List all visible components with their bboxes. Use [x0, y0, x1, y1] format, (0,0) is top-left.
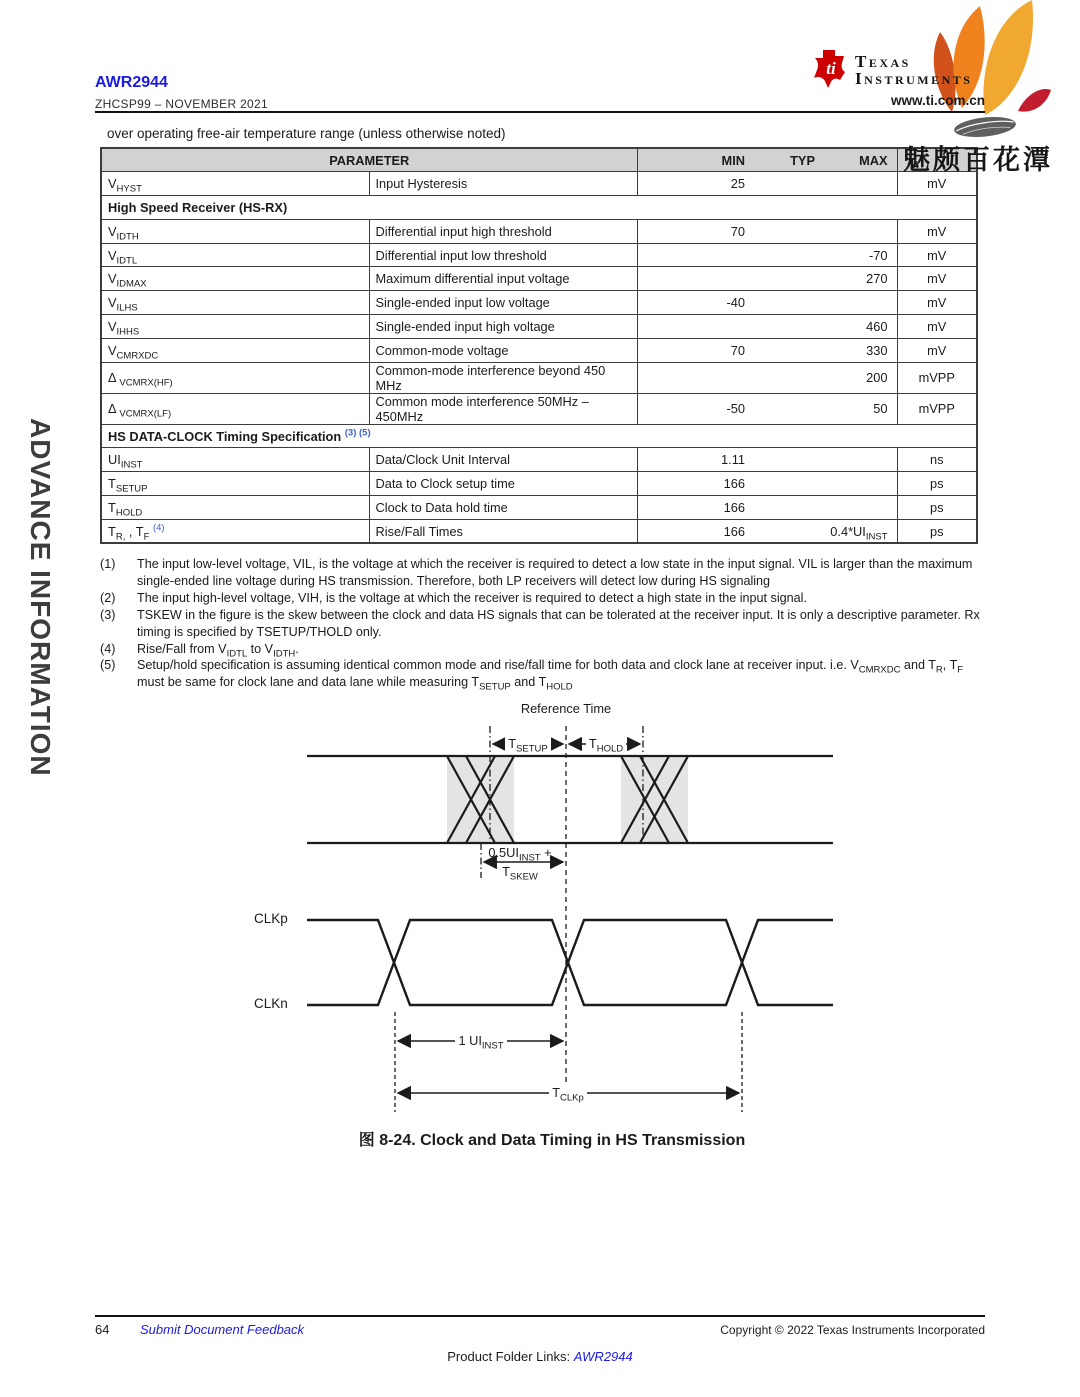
- timing-figure: [0, 700, 1080, 1165]
- reference-time-label: Reference Time: [520, 701, 612, 716]
- cell-symbol: $T_{R,}$ , $T_F$ $^{(4)}$: [101, 519, 369, 543]
- t-clkp-label: $T_{CLKp}$: [508, 1085, 628, 1100]
- footnote-number: (3): [100, 607, 116, 622]
- section-title: High Speed Receiver (HS-RX): [101, 196, 977, 220]
- cell-max: 200: [824, 362, 897, 393]
- cell-symbol: Δ $_{VCMRX(HF)}$: [101, 362, 369, 393]
- table-row: [101, 338, 977, 362]
- cell-parameter: Single-ended input high voltage: [369, 315, 637, 339]
- footnote-text: TSKEW in the figure is the skew between the clock and data HS signals that can be tolerated at the receiver input. It is only a descriptive parameter. Rx timing is specified by TSETUP/THOLD only.: [137, 607, 980, 639]
- footnote-number: (5): [100, 658, 116, 673]
- cell-parameter: Common-mode interference beyond 450 MHz: [369, 362, 637, 393]
- cell-symbol: $T_{HOLD}$: [101, 496, 369, 520]
- cell-typ: [754, 472, 824, 496]
- half-ui-label-line1: $0.5UI_{INST}$ +: [488, 845, 552, 864]
- cell-typ: [754, 172, 824, 196]
- cell-unit: mVPP: [897, 393, 977, 424]
- copyright-text: Copyright © 2022 Texas Instruments Incorporated: [720, 1323, 985, 1337]
- doc-number-link[interactable]: AWR2944: [95, 74, 168, 91]
- cell-symbol: $V_{IHHS}$: [101, 315, 369, 339]
- cell-unit: mV: [897, 291, 977, 315]
- cell-max: [824, 172, 897, 196]
- cell-unit: mV: [897, 315, 977, 339]
- table-section-row: [101, 424, 977, 448]
- footnote-ref-link[interactable]: (4): [152, 522, 165, 534]
- footnote-text: The input high-level voltage, VIH, is the voltage at which the receiver is required to detect a high state in the input signal.: [137, 590, 807, 605]
- footnote-ref-link[interactable]: (3) (5): [344, 427, 371, 439]
- cell-typ: [754, 219, 824, 243]
- cell-parameter: Common-mode voltage: [369, 338, 637, 362]
- footnotes-list: [100, 556, 985, 691]
- cell-parameter: Rise/Fall Times: [369, 519, 637, 543]
- cell-min: 166: [637, 496, 754, 520]
- col-header-max: MAX: [824, 148, 897, 172]
- cell-parameter: Maximum differential input voltage: [369, 267, 637, 291]
- product-folder-prefix: Product Folder Links:: [447, 1349, 574, 1364]
- cell-parameter: Single-ended input low voltage: [369, 291, 637, 315]
- footnote: [100, 657, 985, 691]
- cell-unit: mV: [897, 243, 977, 267]
- table-section-row: [101, 196, 977, 220]
- table-row: [101, 291, 977, 315]
- cell-symbol: $V_{ILHS}$: [101, 291, 369, 315]
- cell-min: [637, 315, 754, 339]
- t-setup-label: $T_{SETUP}$: [488, 736, 568, 751]
- cell-max: [824, 496, 897, 520]
- cell-symbol: $V_{CMRXDC}$: [101, 338, 369, 362]
- cell-min: 166: [637, 519, 754, 543]
- table-row: [101, 315, 977, 339]
- submit-feedback-link[interactable]: Submit Document Feedback: [140, 1322, 305, 1337]
- cell-typ: [754, 496, 824, 520]
- cell-min: 166: [637, 472, 754, 496]
- cell-parameter: Differential input high threshold: [369, 219, 637, 243]
- svg-text:ti: ti: [826, 59, 836, 78]
- spec-table: [100, 147, 978, 544]
- cell-parameter: Data to Clock setup time: [369, 472, 637, 496]
- cell-unit: ns: [897, 448, 977, 472]
- cell-min: 70: [637, 219, 754, 243]
- table-row: [101, 267, 977, 291]
- cell-typ: [754, 338, 824, 362]
- footnote-number: (2): [100, 590, 116, 605]
- table-row: [101, 362, 977, 393]
- table-row: [101, 172, 977, 196]
- cell-typ: [754, 362, 824, 393]
- half-ui-label-line2: $T_{SKEW}$: [502, 864, 538, 883]
- cell-parameter: Clock to Data hold time: [369, 496, 637, 520]
- cell-unit: mV: [897, 267, 977, 291]
- table-row: [101, 393, 977, 424]
- advance-information-banner: ADVANCE INFORMATION: [25, 418, 56, 777]
- brand-line2: Instruments: [855, 69, 973, 88]
- cell-unit: mV: [897, 219, 977, 243]
- footnote: [100, 556, 985, 590]
- one-ui-label: 1 $UI_{INST}$: [421, 1033, 541, 1048]
- table-row: [101, 219, 977, 243]
- cell-symbol: $V_{IDMAX}$: [101, 267, 369, 291]
- cell-max: 270: [824, 267, 897, 291]
- figure-caption: 图 8-24. Clock and Data Timing in HS Transmission: [358, 1132, 746, 1149]
- cell-max: 460: [824, 315, 897, 339]
- website-link[interactable]: www.ti.com.cn: [890, 93, 985, 108]
- cell-min: 1.11: [637, 448, 754, 472]
- doc-code: ZHCSP99 – NOVEMBER 2021: [95, 97, 268, 111]
- cell-max: [824, 448, 897, 472]
- product-folder-link[interactable]: AWR2944: [573, 1349, 633, 1364]
- footnote-text: Rise/Fall from $V_{IDTL}$ to $V_{IDTH}$.: [137, 641, 299, 660]
- table-row: [101, 519, 977, 543]
- cell-unit: mV: [897, 338, 977, 362]
- cell-unit: mVPP: [897, 362, 977, 393]
- cell-typ: [754, 267, 824, 291]
- cell-max: -70: [824, 243, 897, 267]
- table-row: [101, 448, 977, 472]
- cell-typ: [754, 448, 824, 472]
- col-header-typ: TYP: [754, 148, 824, 172]
- col-header-parameter: PARAMETER: [101, 148, 637, 172]
- footnote-number: (4): [100, 641, 116, 656]
- cell-unit: ps: [897, 496, 977, 520]
- cell-symbol: $V_{IDTL}$: [101, 243, 369, 267]
- footnote-text: Setup/hold specification is assuming identical common mode and rise/fall time for both data and clock lane at receiver input. i.e. $V_{CMRXDC}$ and $T_R$, $T_F$ must be same for clock lane and data lane while measuring $T_{SETUP}$ and $T_{HOLD}$: [137, 658, 964, 693]
- ti-logo-icon: [810, 49, 852, 89]
- cell-parameter: Common mode interference 50MHz – 450MHz: [369, 393, 637, 424]
- cell-min: [637, 362, 754, 393]
- cell-min: [637, 243, 754, 267]
- watermark-text: 魅颇百花潭: [903, 145, 1053, 175]
- cell-typ: [754, 243, 824, 267]
- footnote: [100, 590, 985, 607]
- cell-parameter: Differential input low threshold: [369, 243, 637, 267]
- page-number: 64: [95, 1322, 110, 1337]
- footnote: [100, 641, 985, 658]
- cell-symbol: $V_{HYST}$: [101, 172, 369, 196]
- cell-symbol: $UI_{INST}$: [101, 448, 369, 472]
- cell-min: 25: [637, 172, 754, 196]
- table-row: [101, 496, 977, 520]
- cell-min: -40: [637, 291, 754, 315]
- t-hold-label: $T_{HOLD}$: [566, 736, 646, 751]
- cell-typ: [754, 315, 824, 339]
- table-condition-note: over operating free-air temperature range (unless otherwise noted): [107, 126, 506, 141]
- footnote: [100, 607, 985, 641]
- cell-symbol: $T_{SETUP}$: [101, 472, 369, 496]
- cell-max: [824, 472, 897, 496]
- product-folder-line: [240, 1349, 840, 1364]
- cell-min: -50: [637, 393, 754, 424]
- cell-symbol: $V_{IDTH}$: [101, 219, 369, 243]
- cell-parameter: Data/Clock Unit Interval: [369, 448, 637, 472]
- cell-min: [637, 267, 754, 291]
- cell-typ: [754, 291, 824, 315]
- footer-rule: [95, 1315, 985, 1317]
- cell-typ: [754, 519, 824, 543]
- clkp-label: CLKp: [254, 911, 288, 926]
- cell-parameter: Input Hysteresis: [369, 172, 637, 196]
- clkn-label: CLKn: [254, 996, 288, 1011]
- col-header-min: MIN: [637, 148, 754, 172]
- cell-symbol: Δ $_{VCMRX(LF)}$: [101, 393, 369, 424]
- cell-unit: ps: [897, 519, 977, 543]
- cell-max: [824, 291, 897, 315]
- cell-typ: [754, 393, 824, 424]
- cell-max: $0.4*UI_{INST}$: [824, 519, 897, 543]
- brand-wordmark: [855, 53, 987, 87]
- cell-min: 70: [637, 338, 754, 362]
- cell-max: [824, 219, 897, 243]
- cell-unit: ps: [897, 472, 977, 496]
- footnote-number: (1): [100, 557, 116, 571]
- table-row: [101, 472, 977, 496]
- header-rule: [95, 111, 985, 113]
- cell-max: 330: [824, 338, 897, 362]
- cell-max: 50: [824, 393, 897, 424]
- section-title: HS DATA-CLOCK Timing Specification $^{(3) (5)}$: [101, 424, 977, 448]
- brand-line1: Texas: [855, 52, 911, 71]
- footnote-text: The input low-level voltage, VIL, is the voltage at which the receiver is required to detect a low state in the input signal. VIL is larger than the maximum single-ended line voltage during HS transmission. Therefore, both LP receivers will detect low during HS signaling: [137, 557, 973, 588]
- cell-unit: mV: [897, 172, 977, 196]
- table-row: [101, 243, 977, 267]
- table-header-row: [101, 148, 977, 172]
